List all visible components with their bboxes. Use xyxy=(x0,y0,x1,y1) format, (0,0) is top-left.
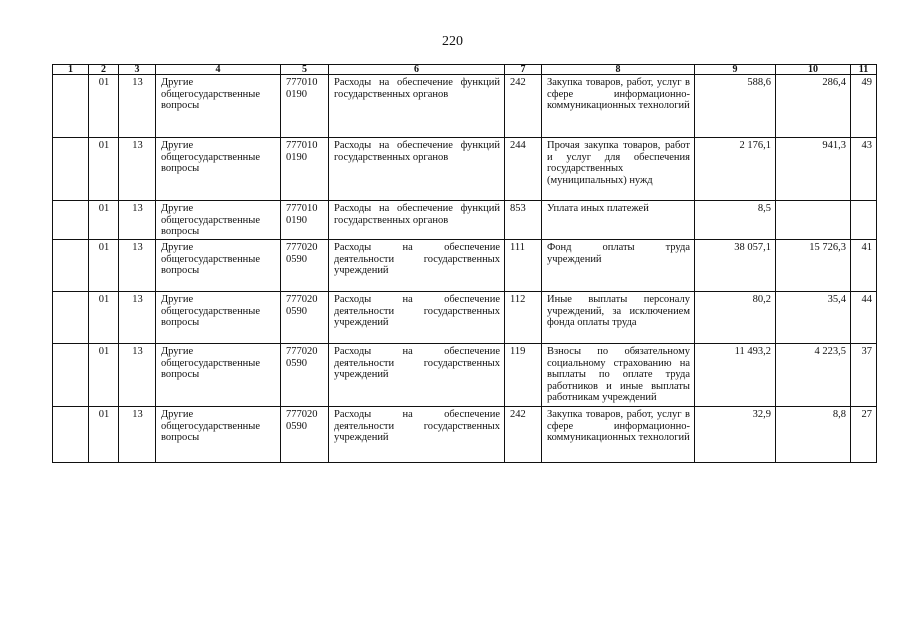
cell-expense-code: 242 xyxy=(505,407,542,463)
cell-target-code: 777010 0190 xyxy=(281,201,329,240)
cell-section: 01 xyxy=(89,240,119,292)
cell-expense-code: 119 xyxy=(505,344,542,407)
cell-subsection: 13 xyxy=(119,75,156,138)
cell-expense-name: Закупка товаров, работ, услуг в сфере информационно-коммуникационных технологий xyxy=(542,407,695,463)
table-row xyxy=(53,201,877,240)
column-header: 2 xyxy=(89,65,119,75)
cell-section: 01 xyxy=(89,407,119,463)
cell-target-name: Расходы на обеспечение деятельности государственных учреждений xyxy=(329,292,505,344)
cell-col9: 8,5 xyxy=(695,201,776,240)
cell-col11: 44 xyxy=(851,292,877,344)
cell-col1 xyxy=(53,240,89,292)
cell-subsection: 13 xyxy=(119,407,156,463)
cell-expense-code: 242 xyxy=(505,75,542,138)
table-row xyxy=(53,138,877,201)
cell-section-name: Другие общегосударственные вопросы xyxy=(156,138,281,201)
cell-col10: 941,3 xyxy=(776,138,851,201)
cell-col1 xyxy=(53,201,89,240)
column-header: 9 xyxy=(695,65,776,75)
cell-expense-code: 112 xyxy=(505,292,542,344)
cell-target-name: Расходы на обеспечение функций государственных органов xyxy=(329,138,505,201)
cell-section-name: Другие общегосударственные вопросы xyxy=(156,292,281,344)
column-header: 8 xyxy=(542,65,695,75)
cell-target-name: Расходы на обеспечение деятельности государственных учреждений xyxy=(329,344,505,407)
cell-section-name: Другие общегосударственные вопросы xyxy=(156,201,281,240)
cell-col1 xyxy=(53,75,89,138)
cell-col1 xyxy=(53,407,89,463)
cell-target-name: Расходы на обеспечение функций государственных органов xyxy=(329,75,505,138)
cell-section: 01 xyxy=(89,292,119,344)
column-header: 11 xyxy=(851,65,877,75)
cell-col10: 35,4 xyxy=(776,292,851,344)
cell-expense-name: Взносы по обязательному социальному страхованию на выплаты по оплате труда работников и иные выплаты работникам учреждений xyxy=(542,344,695,407)
header-row xyxy=(53,65,877,75)
cell-subsection: 13 xyxy=(119,138,156,201)
cell-expense-name: Иные выплаты персоналу учреждений, за исключением фонда оплаты труда xyxy=(542,292,695,344)
cell-col9: 588,6 xyxy=(695,75,776,138)
cell-col9: 11 493,2 xyxy=(695,344,776,407)
budget-table xyxy=(52,64,877,463)
cell-col1 xyxy=(53,292,89,344)
cell-section-name: Другие общегосударственные вопросы xyxy=(156,407,281,463)
table-row xyxy=(53,292,877,344)
table-row xyxy=(53,240,877,292)
cell-section-name: Другие общегосударственные вопросы xyxy=(156,344,281,407)
cell-col9: 2 176,1 xyxy=(695,138,776,201)
cell-col10 xyxy=(776,201,851,240)
page-number: 220 xyxy=(442,34,463,49)
cell-section: 01 xyxy=(89,344,119,407)
cell-col10: 15 726,3 xyxy=(776,240,851,292)
cell-col11: 43 xyxy=(851,138,877,201)
cell-expense-name: Фонд оплаты труда учреждений xyxy=(542,240,695,292)
cell-col11: 37 xyxy=(851,344,877,407)
cell-subsection: 13 xyxy=(119,240,156,292)
cell-col10: 8,8 xyxy=(776,407,851,463)
cell-target-name: Расходы на обеспечение деятельности государственных учреждений xyxy=(329,240,505,292)
cell-col9: 80,2 xyxy=(695,292,776,344)
cell-target-code: 777010 0190 xyxy=(281,75,329,138)
cell-section-name: Другие общегосударственные вопросы xyxy=(156,240,281,292)
cell-section: 01 xyxy=(89,138,119,201)
cell-subsection: 13 xyxy=(119,344,156,407)
cell-target-code: 777020 0590 xyxy=(281,240,329,292)
cell-col11: 41 xyxy=(851,240,877,292)
cell-expense-code: 111 xyxy=(505,240,542,292)
cell-subsection: 13 xyxy=(119,292,156,344)
table-row xyxy=(53,407,877,463)
cell-col9: 38 057,1 xyxy=(695,240,776,292)
table-row xyxy=(53,75,877,138)
column-header: 7 xyxy=(505,65,542,75)
cell-col10: 286,4 xyxy=(776,75,851,138)
cell-target-code: 777020 0590 xyxy=(281,292,329,344)
cell-target-name: Расходы на обеспечение функций государственных органов xyxy=(329,201,505,240)
column-header: 3 xyxy=(119,65,156,75)
cell-section: 01 xyxy=(89,75,119,138)
cell-col1 xyxy=(53,344,89,407)
cell-col10: 4 223,5 xyxy=(776,344,851,407)
cell-col11: 49 xyxy=(851,75,877,138)
cell-col11: 27 xyxy=(851,407,877,463)
cell-target-code: 777020 0590 xyxy=(281,407,329,463)
column-header: 4 xyxy=(156,65,281,75)
cell-expense-code: 244 xyxy=(505,138,542,201)
cell-section-name: Другие общегосударственные вопросы xyxy=(156,75,281,138)
cell-expense-name: Прочая закупка товаров, работ и услуг для обеспечения государственных (муниципальных) нужд xyxy=(542,138,695,201)
cell-section: 01 xyxy=(89,201,119,240)
cell-col9: 32,9 xyxy=(695,407,776,463)
cell-col1 xyxy=(53,138,89,201)
column-header: 5 xyxy=(281,65,329,75)
cell-expense-code: 853 xyxy=(505,201,542,240)
column-header: 10 xyxy=(776,65,851,75)
table-row xyxy=(53,344,877,407)
column-header: 6 xyxy=(329,65,505,75)
cell-target-code: 777010 0190 xyxy=(281,138,329,201)
cell-subsection: 13 xyxy=(119,201,156,240)
cell-expense-name: Закупка товаров, работ, услуг в сфере информационно-коммуникационных технологий xyxy=(542,75,695,138)
cell-target-code: 777020 0590 xyxy=(281,344,329,407)
column-header: 1 xyxy=(53,65,89,75)
cell-col11 xyxy=(851,201,877,240)
cell-target-name: Расходы на обеспечение деятельности государственных учреждений xyxy=(329,407,505,463)
cell-expense-name: Уплата иных платежей xyxy=(542,201,695,240)
